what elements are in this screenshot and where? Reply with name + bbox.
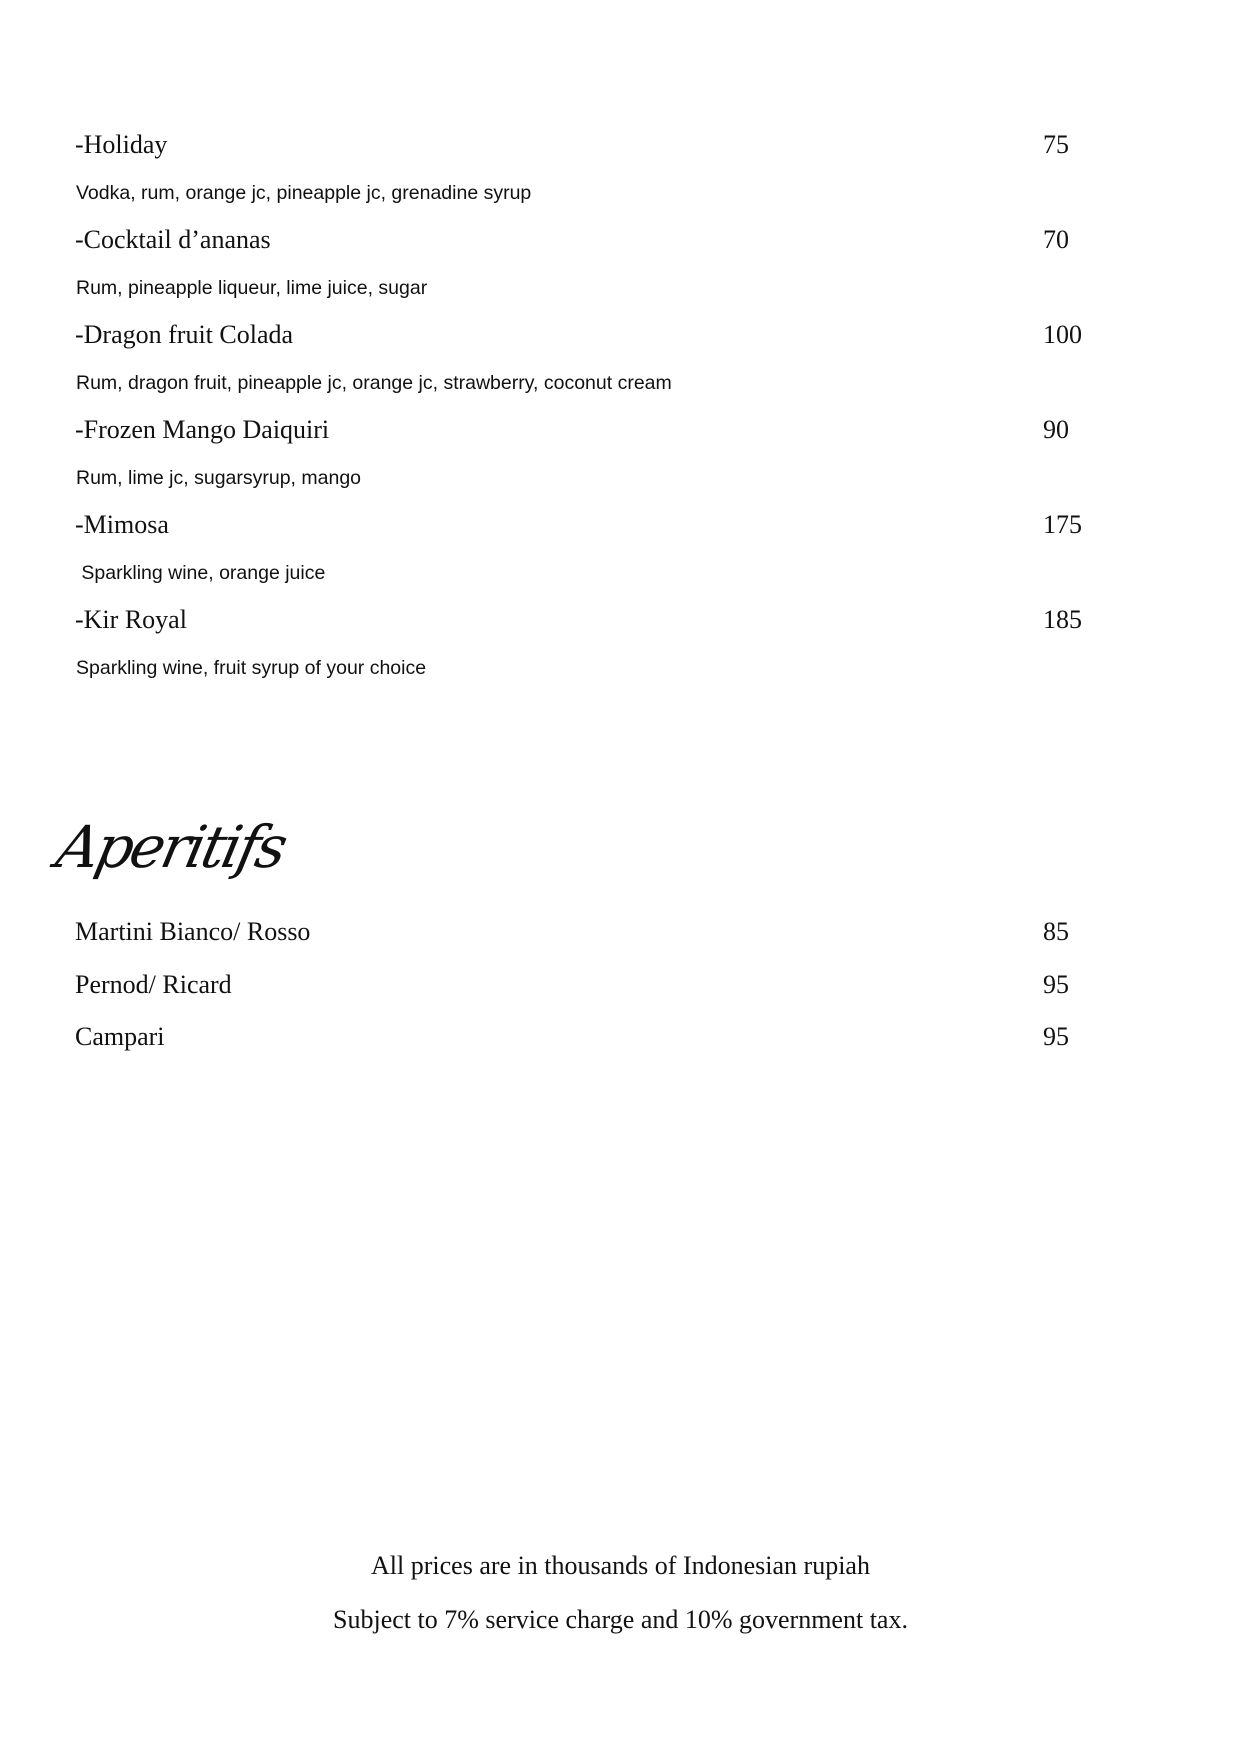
item-description: Vodka, rum, orange jc, pineapple jc, grenadine syrup	[76, 182, 532, 204]
item-price: 95	[1043, 970, 1069, 999]
footer-tax-note: Subject to 7% service charge and 10% government tax.	[333, 1605, 908, 1634]
item-description: Rum, dragon fruit, pineapple jc, orange jc, strawberry, coconut cream	[76, 372, 672, 394]
item-price: 185	[1043, 605, 1082, 634]
item-description: Rum, pineapple liqueur, lime juice, sugar	[76, 277, 428, 299]
item-price: 95	[1043, 1022, 1069, 1051]
item-name: -Cocktail d’ananas	[75, 225, 271, 254]
item-description: Rum, lime jc, sugarsyrup, mango	[76, 467, 362, 489]
item-name: -Holiday	[75, 130, 168, 159]
item-name: -Frozen Mango Daiquiri	[75, 415, 330, 444]
item-name: Campari	[75, 1022, 165, 1051]
item-description: Sparkling wine, fruit syrup of your choice	[76, 657, 427, 679]
item-price: 175	[1043, 510, 1082, 539]
item-name: -Kir Royal	[75, 605, 187, 634]
section-title-aperitifs: Aperitifs	[50, 813, 291, 881]
item-name: -Mimosa	[75, 510, 169, 539]
item-price: 100	[1043, 320, 1082, 349]
item-name: Martini Bianco/ Rosso	[75, 917, 311, 946]
item-price: 75	[1043, 130, 1069, 159]
item-name: Pernod/ Ricard	[75, 970, 232, 999]
item-price: 90	[1043, 415, 1069, 444]
item-price: 85	[1043, 917, 1069, 946]
item-name: -Dragon fruit Colada	[75, 320, 294, 349]
item-description: Sparkling wine, orange juice	[76, 562, 326, 584]
item-price: 70	[1043, 225, 1069, 254]
footer-price-note: All prices are in thousands of Indonesian rupiah	[371, 1551, 870, 1580]
